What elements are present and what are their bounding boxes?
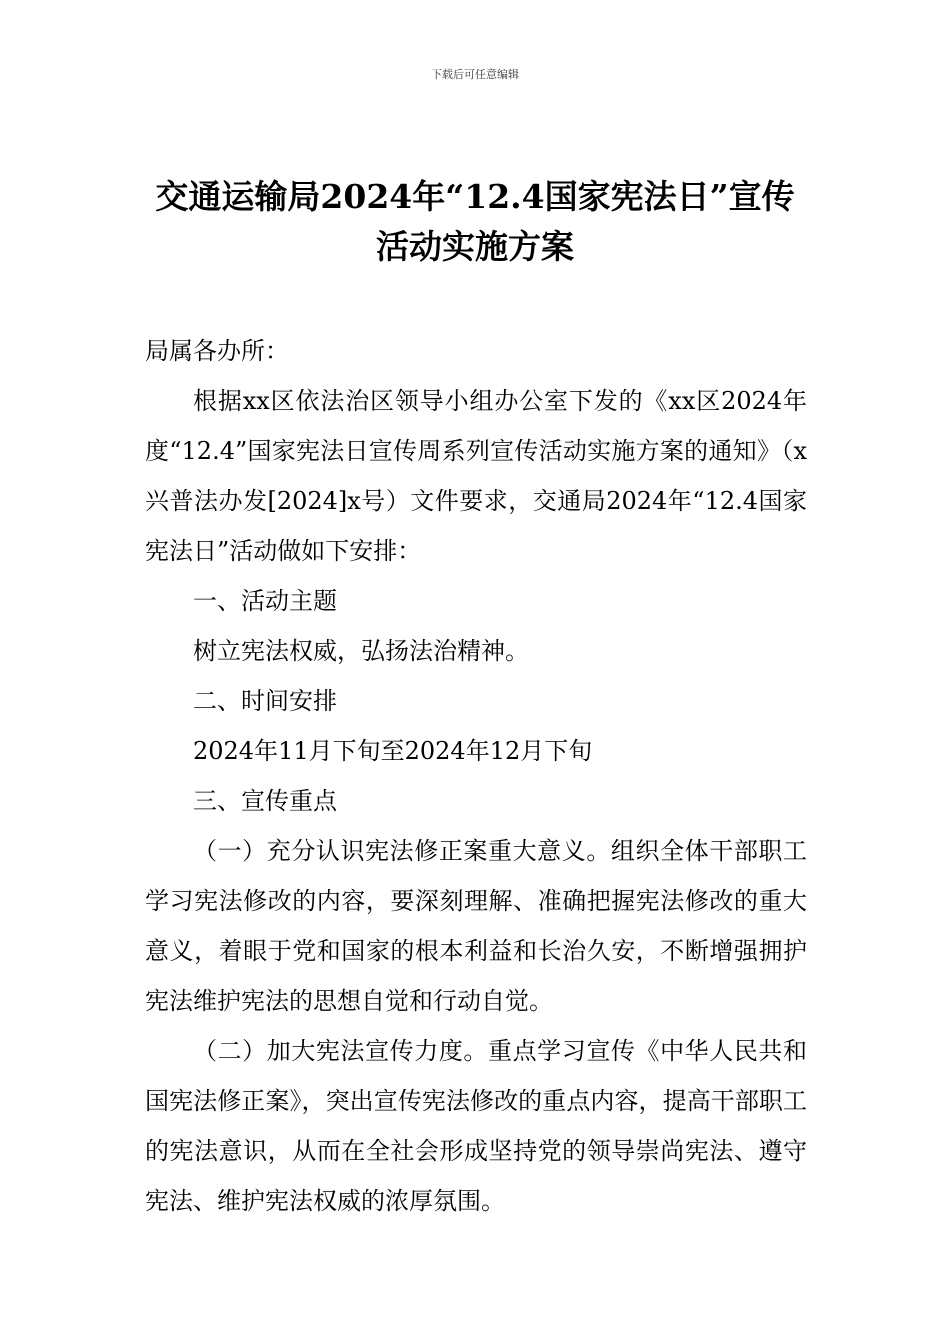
document-title: 交通运输局2024年“12.4国家宪法日”宣传活动实施方案	[155, 177, 795, 266]
schedule-text: 2024年11月下旬至2024年12月下旬	[193, 737, 593, 765]
focus-item-2: （二）加大宪法宣传力度。重点学习宣传《中华人民共和国宪法修正案》，突出宣传宪法修改的重点内容，提高干部职工的宪法意识，从而在全社会形成坚持党的领导崇尚宪法、遵守宪法、维护宪法权威的浓厚氛围。	[145, 1037, 807, 1215]
intro-paragraph: 根据xx区依法治区领导小组办公室下发的《xx区2024年度“12.4”国家宪法日宣传周系列宣传活动实施方案的通知》（x兴普法办发[2024]x号）文件要求，交通局2024年“12.4国家宪法日”活动做如下安排：	[145, 387, 807, 565]
focus-item-1: （一）充分认识宪法修正案重大意义。组织全体干部职工学习宪法修改的内容，要深刻理解、准确把握宪法修改的重大意义，着眼于党和国家的根本利益和长治久安，不断增强拥护宪法维护宪法的思想自觉和行动自觉。	[145, 837, 807, 1015]
section-heading-schedule: 二、时间安排	[193, 687, 337, 715]
theme-text: 树立宪法权威，弘扬法治精神。	[193, 637, 529, 665]
salutation: 局属各办所：	[145, 337, 289, 365]
section-heading-focus: 三、宣传重点	[193, 787, 337, 815]
section-heading-theme: 一、活动主题	[193, 587, 337, 615]
header-note: 下载后可任意编辑	[431, 68, 519, 81]
document-body	[145, 326, 807, 1226]
